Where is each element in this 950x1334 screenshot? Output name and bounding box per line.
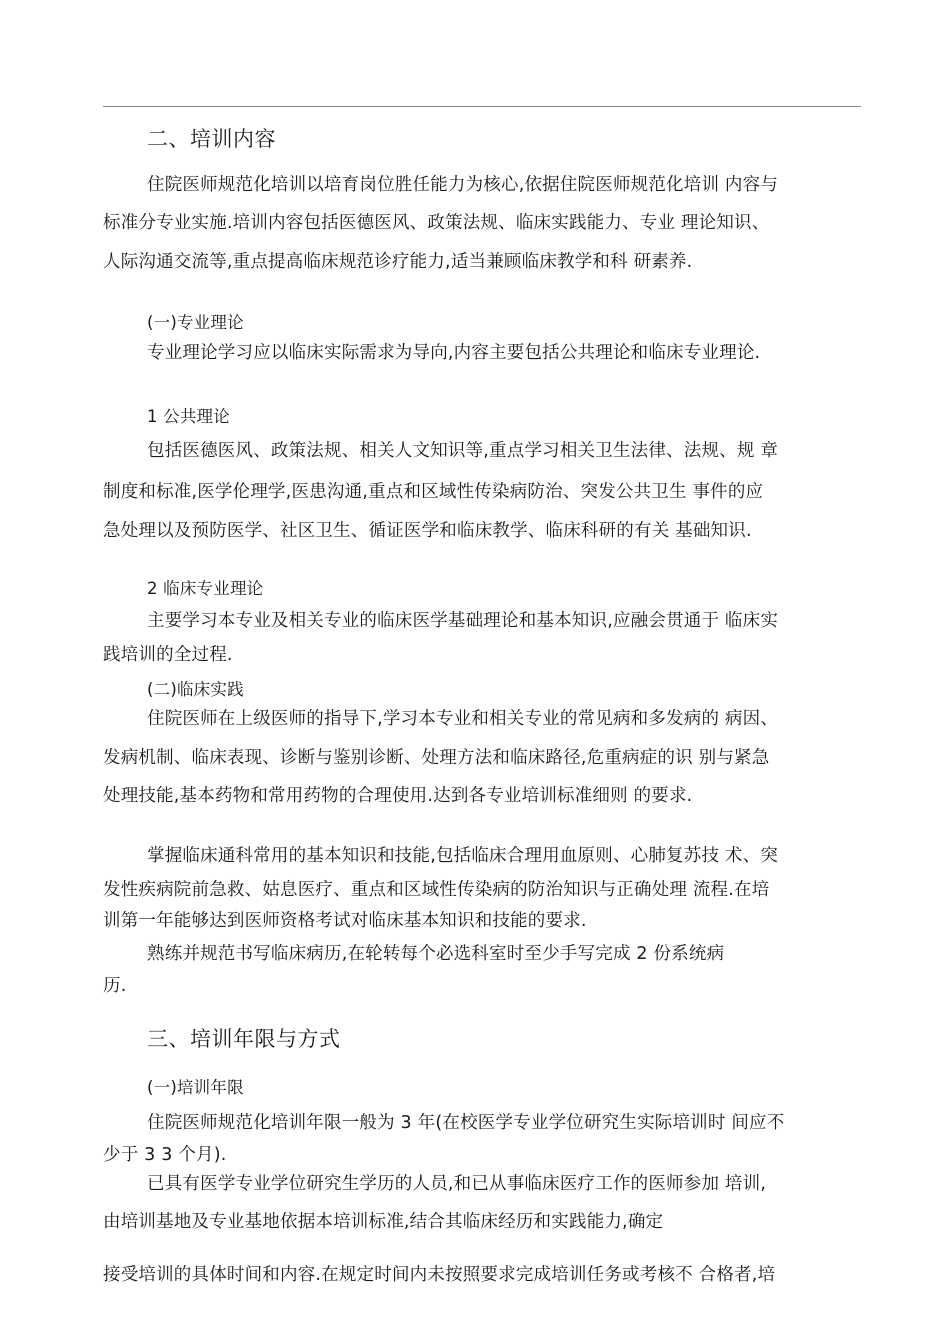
paragraph-line: 急处理以及预防医学、社区卫生、循证医学和临床教学、临床科研的有关 基础知识. [103,521,752,541]
subheading-public-theory: 1 公共理论 [147,407,230,426]
paragraph-line: 掌握临床通科常用的基本知识和技能,包括临床合理用血原则、心肺复苏技 术、突 [147,846,779,866]
paragraph-line: 处理技能,基本药物和常用药物的合理使用.达到各专业培训标准细则 的要求. [103,786,693,806]
subheading-clinical-theory: 2 临床专业理论 [147,579,264,598]
paragraph-line: 践培训的全过程. [103,645,233,665]
paragraph-line: 制度和标准,医学伦理学,医患沟通,重点和区域性传染病防治、突发公共卫生 事件的应 [103,482,764,502]
paragraph-line: 包括医德医风、政策法规、相关人文知识等,重点学习相关卫生法律、法规、规 章 [147,441,779,461]
paragraph-line: 人际沟通交流等,重点提高临床规范诊疗能力,适当兼顾临床教学和科 研素养. [103,252,693,272]
paragraph-line: 发性疾病院前急救、姑息医疗、重点和区域性传染病的防治知识与正确处理 流程.在培 [103,880,770,900]
paragraph-line: 历. [103,976,127,996]
paragraph-line: 住院医师规范化培训年限一般为 3 年(在校医学专业学位研究生实际培训时 间应不 [147,1113,785,1133]
section-heading-training-duration: 三、培训年限与方式 [147,1027,341,1051]
paragraph-line: 训第一年能够达到医师资格考试对临床基本知识和技能的要求. [103,911,587,931]
paragraph-line: 接受培训的具体时间和内容.在规定时间内未按照要求完成培训任务或考核不 合格者,培 [103,1265,776,1285]
paragraph-line: 由培训基地及专业基地依据本培训标准,结合其临床经历和实践能力,确定 [103,1212,664,1232]
paragraph-line: 标准分专业实施.培训内容包括医德医风、政策法规、临床实践能力、专业 理论知识、 [103,213,770,233]
section-heading-training-content: 二、培训内容 [147,127,276,151]
paragraph-line: 熟练并规范书写临床病历,在轮转每个必选科室时至少手写完成 2 份系统病 [147,944,725,964]
header-rule [103,106,861,107]
paragraph-line: 专业理论学习应以临床实际需求为导向,内容主要包括公共理论和临床专业理论. [147,343,761,363]
subheading-training-years: (一)培训年限 [147,1078,244,1097]
paragraph-line: 住院医师在上级医师的指导下,学习本专业和相关专业的常见病和多发病的 病因、 [147,709,779,729]
paragraph-line: 少于 3 3 个月). [103,1145,227,1165]
paragraph-line: 已具有医学专业学位研究生学历的人员,和已从事临床医疗工作的医师参加 培训, [147,1174,767,1194]
subheading-clinical-practice: (二)临床实践 [147,680,244,699]
paragraph-line: 住院医师规范化培训以培育岗位胜任能力为核心,依据住院医师规范化培训 内容与 [147,175,779,195]
paragraph-line: 主要学习本专业及相关专业的临床医学基础理论和基本知识,应融会贯通于 临床实 [147,611,779,631]
subheading-professional-theory: (一)专业理论 [147,313,244,332]
paragraph-line: 发病机制、临床表现、诊断与鉴别诊断、处理方法和临床路径,危重病症的识 别与紧急 [103,748,770,768]
